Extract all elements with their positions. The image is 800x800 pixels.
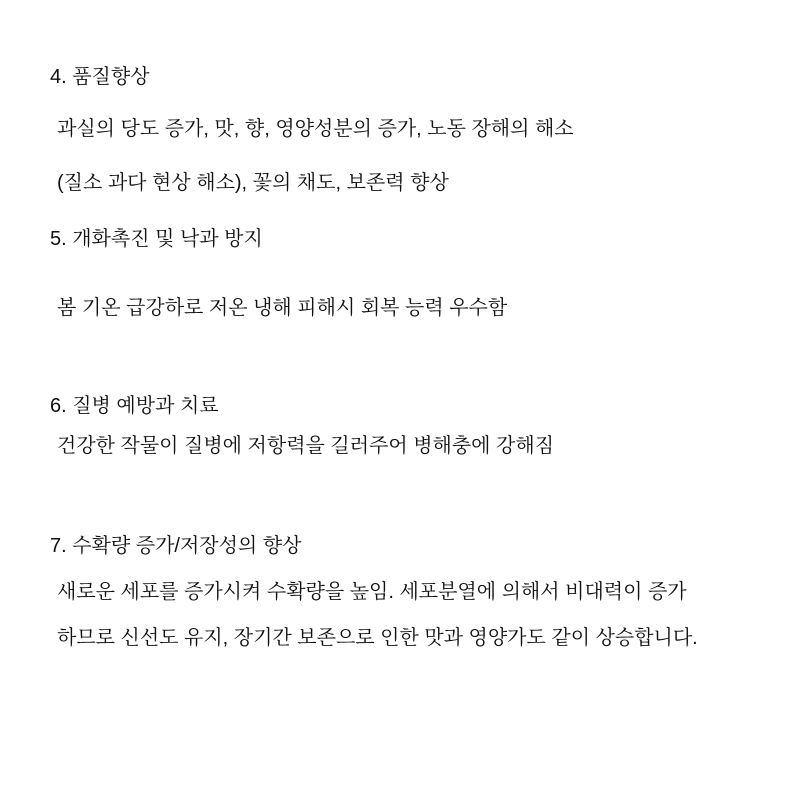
section-text: 건강한 작물이 질병에 저항력을 길러주어 병해충에 강해짐 (57, 435, 555, 457)
section-text: 과실의 당도 증가, 맛, 향, 영양성분의 증가, 노동 장해의 해소 (57, 118, 574, 140)
section-text: 하므로 신선도 유지, 장기간 보존으로 인한 맛과 영양가도 같이 상승합니다. (57, 627, 698, 649)
section-heading-disease: 6. 질병 예방과 치료 (50, 395, 219, 417)
section-heading-flowering: 5. 개화촉진 및 낙과 방지 (50, 228, 263, 250)
section-text: (질소 과다 현상 해소), 꽃의 채도, 보존력 향상 (57, 172, 449, 194)
section-text: 새로운 세포를 증가시켜 수확량을 높임. 세포분열에 의해서 비대력이 증가 (57, 581, 687, 603)
section-heading-quality: 4. 품질향상 (50, 66, 150, 88)
section-heading-yield: 7. 수확량 증가/저장성의 향상 (50, 535, 302, 557)
section-text: 봄 기온 급강하로 저온 냉해 피해시 회복 능력 우수함 (57, 297, 508, 319)
